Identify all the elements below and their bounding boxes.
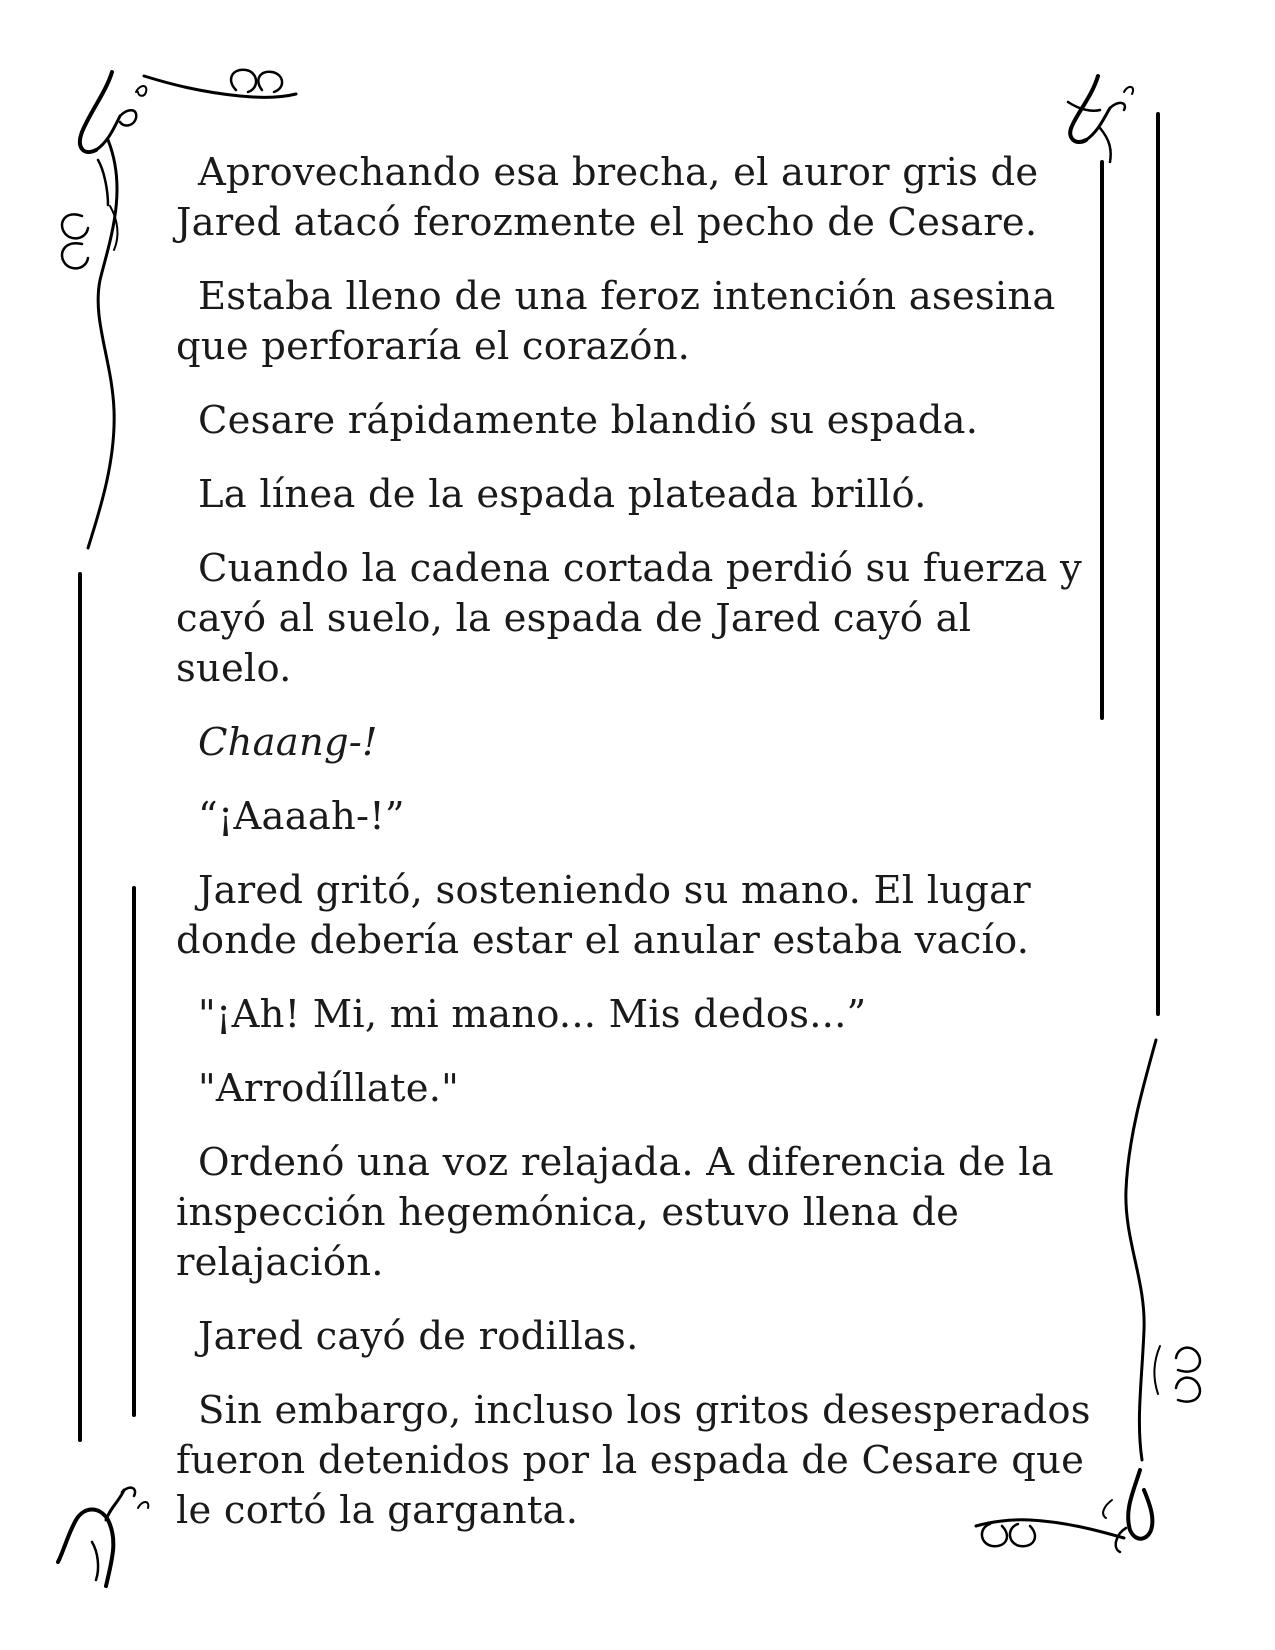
paragraph-4: La línea de la espada plateada brilló. [198,472,927,517]
paragraph-6-sound-effect: Chaang-! [198,720,378,765]
paragraph-11: Ordenó una voz relajada. A diferencia de la inspección hegemónica, estuvo llena de relajación. [176,1140,1054,1285]
paragraph-3: Cesare rápidamente blandió su espada. [198,398,979,443]
paragraph-12: Jared cayó de rodillas. [198,1314,639,1359]
chapter-text [176,148,1096,1560]
paragraph-13: Sin embargo, incluso los gritos desesperados fueron detenidos por la espada de Cesare que le cortó la garganta. [176,1388,1091,1533]
paragraph-1: Aprovechando esa brecha, el auror gris de Jared atacó ferozmente el pecho de Cesare. [176,150,1039,245]
flourish-bottom-left-icon [58,1488,148,1586]
paragraph-5: Cuando la cadena cortada perdió su fuerza y cayó al suelo, la espada de Jared cayó al suelo. [176,546,1082,691]
paragraph-2: Estaba lleno de una feroz intención asesina que perforaría el corazón. [176,274,1056,369]
paragraph-10: "Arrodíllate." [198,1066,460,1111]
paragraph-8: Jared gritó, sosteniendo su mano. El lugar donde debería estar el anular estaba vacío. [176,868,1031,963]
paragraph-9: "¡Ah! Mi, mi mano... Mis dedos...” [198,992,867,1037]
paragraph-7: “¡Aaaah-!” [198,794,405,839]
